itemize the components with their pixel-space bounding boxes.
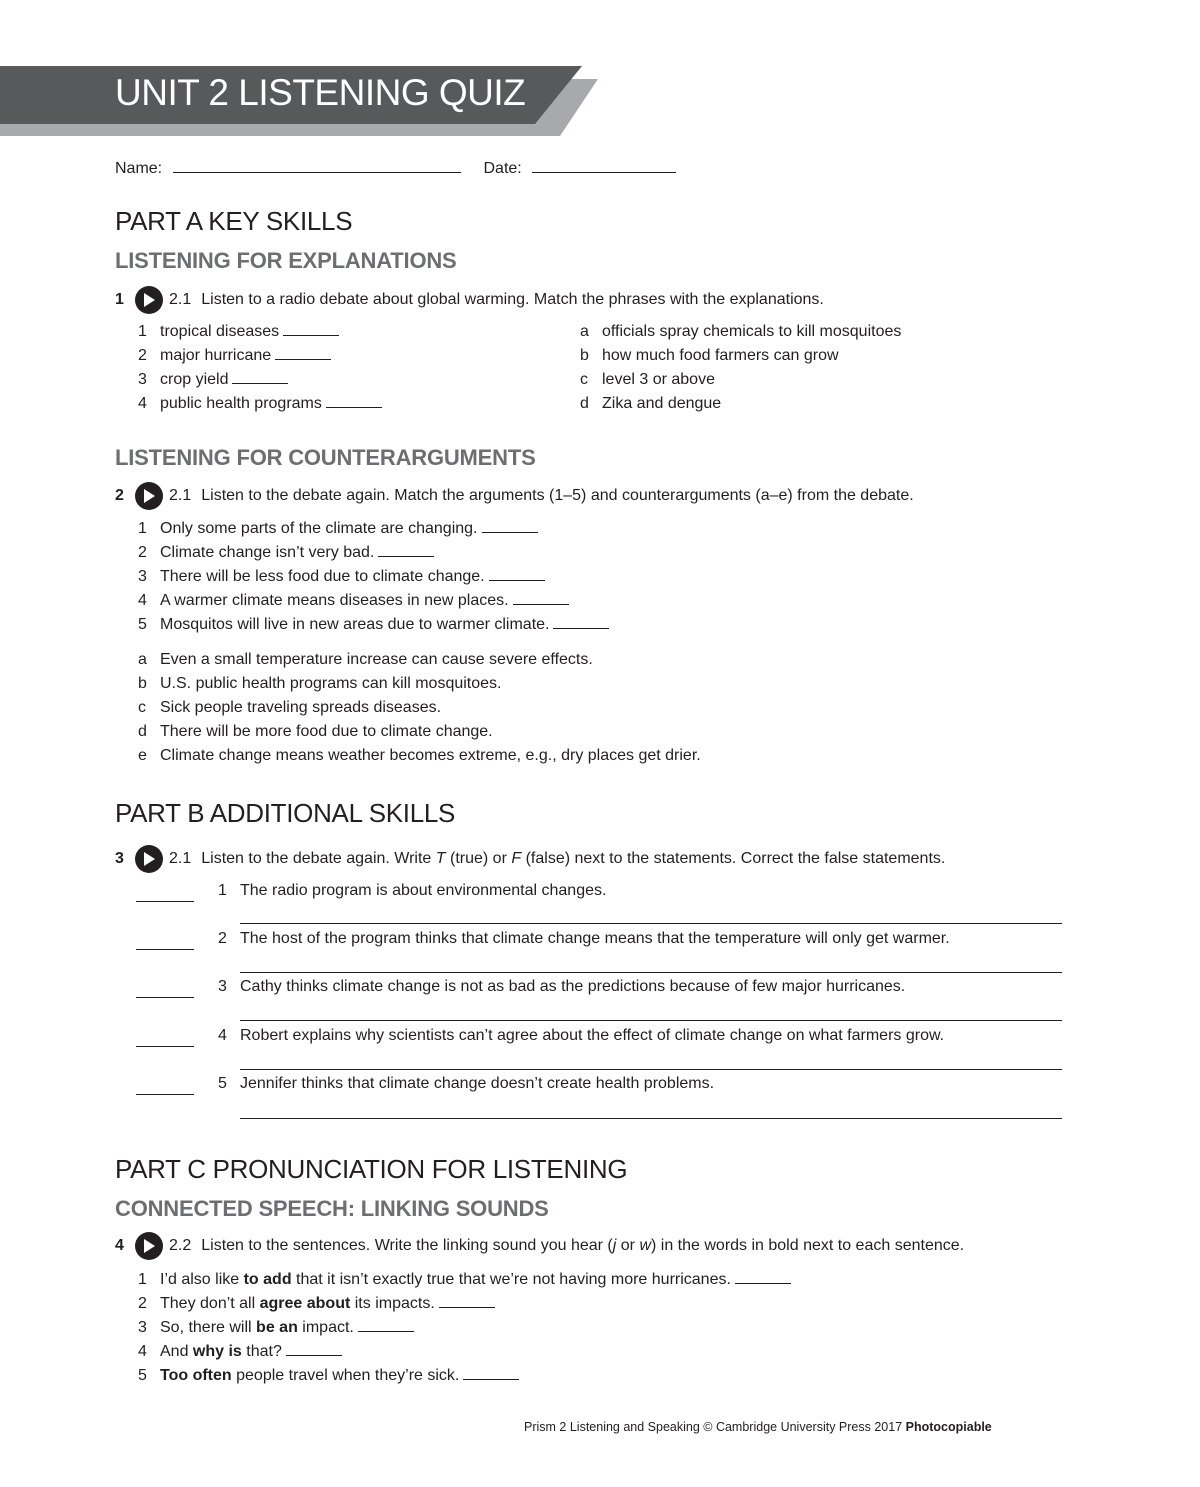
item-number: 5 (218, 1075, 227, 1092)
name-label: Name: (115, 160, 163, 177)
list-item: 1 tropical diseases (138, 320, 382, 344)
list-item: d There will be more food due to climate change. (138, 723, 493, 740)
section-heading-counterarguments: LISTENING FOR COUNTERARGUMENTS (115, 445, 536, 470)
item-number: 4 (218, 1027, 227, 1044)
photocopiable-label: Photocopiable (905, 1420, 992, 1434)
tf-answer-blank[interactable] (136, 997, 194, 998)
part-c-title: PART C PRONUNCIATION FOR LISTENING (115, 1154, 628, 1184)
list-item: e Climate change means weather becomes extreme, e.g., dry places get drier. (138, 747, 701, 764)
list-item: 2 They don’t all agree about its impacts. (138, 1292, 791, 1316)
correction-line[interactable] (240, 1118, 1062, 1119)
tf-answer-blank[interactable] (136, 901, 194, 902)
date-field[interactable] (532, 156, 676, 173)
play-circle-icon[interactable] (135, 845, 163, 873)
list-item: 2 major hurricane (138, 344, 382, 368)
answer-blank[interactable] (735, 1269, 791, 1284)
question-2-instruction (115, 482, 914, 510)
list-item: d Zika and dengue (580, 395, 722, 412)
list-item: 3 There will be less food due to climate change. (138, 565, 609, 589)
instruction-text: Listen to the debate again. Write T (true) or F (false) next to the statements. Correct the false statements. (201, 850, 946, 867)
list-item: 3 crop yield (138, 368, 382, 392)
answer-blank[interactable] (232, 369, 288, 384)
correction-line[interactable] (240, 1069, 1062, 1070)
correction-line[interactable] (240, 923, 1062, 924)
sentence-list (138, 1268, 791, 1388)
name-date-row (115, 156, 676, 178)
answer-blank[interactable] (513, 590, 569, 605)
statement-text: The radio program is about environmental changes. (240, 882, 607, 899)
list-item: 4 A warmer climate means diseases in new places. (138, 589, 609, 613)
list-item: b U.S. public health programs can kill mosquitoes. (138, 675, 502, 692)
list-item: 1 I’d also like to add that it isn’t exactly true that we’re not having more hurricanes. (138, 1268, 791, 1292)
page-title: UNIT 2 LISTENING QUIZ (115, 72, 526, 113)
list-item: 5 Too often people travel when they’re sick. (138, 1364, 791, 1388)
list-item: c level 3 or above (580, 371, 715, 388)
answer-blank[interactable] (326, 393, 382, 408)
answer-blank[interactable] (439, 1293, 495, 1308)
question-number: 3 (115, 850, 124, 867)
name-field[interactable] (173, 156, 461, 173)
question-1-instruction (115, 286, 824, 314)
list-item: 2 Climate change isn’t very bad. (138, 541, 609, 565)
list-item: 4 And why is that? (138, 1340, 791, 1364)
statement-text: The host of the program thinks that climate change means that the temperature will only get warmer. (240, 930, 950, 947)
question-number: 1 (115, 291, 124, 308)
list-item: c Sick people traveling spreads diseases. (138, 699, 442, 716)
answer-blank[interactable] (463, 1365, 519, 1380)
answer-blank[interactable] (489, 566, 545, 581)
instruction-text: Listen to the debate again. Match the arguments (1–5) and counterarguments (a–e) from the debate. (201, 487, 914, 504)
footer (524, 1420, 992, 1434)
tf-answer-blank[interactable] (136, 1094, 194, 1095)
argument-list (138, 517, 609, 637)
date-label: Date: (483, 160, 522, 177)
list-item: b how much food farmers can grow (580, 347, 839, 364)
title-banner (0, 66, 600, 136)
section-heading-explanations: LISTENING FOR EXPLANATIONS (115, 248, 457, 273)
answer-blank[interactable] (275, 345, 331, 360)
instruction-text: Listen to the sentences. Write the linking sound you hear (j or w) in the words in bold next to each sentence. (201, 1237, 965, 1254)
answer-blank[interactable] (378, 542, 434, 557)
question-4-instruction (115, 1232, 964, 1260)
phrase-list (138, 320, 382, 416)
statement-text: Cathy thinks climate change is not as bad as the predictions because of few major hurricanes. (240, 978, 906, 995)
audio-track-number: 2.1 (169, 291, 192, 308)
item-number: 1 (218, 882, 227, 899)
answer-blank[interactable] (286, 1341, 342, 1356)
tf-answer-blank[interactable] (136, 949, 194, 950)
item-number: 3 (218, 978, 227, 995)
question-number: 4 (115, 1237, 124, 1254)
part-b-title: PART B ADDITIONAL SKILLS (115, 798, 456, 828)
instruction-text: Listen to a radio debate about global warming. Match the phrases with the explanations. (201, 291, 824, 308)
question-number: 2 (115, 487, 124, 504)
answer-blank[interactable] (358, 1317, 414, 1332)
tf-answer-blank[interactable] (136, 1046, 194, 1047)
play-circle-icon[interactable] (135, 482, 163, 510)
item-number: 2 (218, 930, 227, 947)
list-item: 5 Mosquitos will live in new areas due to warmer climate. (138, 613, 609, 637)
audio-track-number: 2.1 (169, 487, 192, 504)
question-3-instruction (115, 845, 945, 873)
audio-track-number: 2.1 (169, 850, 192, 867)
statement-text: Robert explains why scientists can’t agree about the effect of climate change on what farmers grow. (240, 1027, 945, 1044)
play-circle-icon[interactable] (135, 286, 163, 314)
list-item: a Even a small temperature increase can cause severe effects. (138, 651, 593, 668)
list-item: a officials spray chemicals to kill mosquitoes (580, 323, 902, 340)
answer-blank[interactable] (482, 518, 538, 533)
list-item: 1 Only some parts of the climate are changing. (138, 517, 609, 541)
part-a-title: PART A KEY SKILLS (115, 206, 353, 236)
correction-line[interactable] (240, 972, 1062, 973)
audio-track-number: 2.2 (169, 1237, 192, 1254)
correction-line[interactable] (240, 1020, 1062, 1021)
copyright-text: Prism 2 Listening and Speaking © Cambridge University Press 2017 (524, 1420, 903, 1434)
list-item: 3 So, there will be an impact. (138, 1316, 791, 1340)
statement-text: Jennifer thinks that climate change doesn’t create health problems. (240, 1075, 715, 1092)
section-heading-linking: CONNECTED SPEECH: LINKING SOUNDS (115, 1196, 549, 1221)
counterargument-list (138, 648, 701, 768)
list-item: 4 public health programs (138, 392, 382, 416)
answer-blank[interactable] (553, 614, 609, 629)
explanation-list (580, 320, 901, 416)
answer-blank[interactable] (283, 321, 339, 336)
play-circle-icon[interactable] (135, 1232, 163, 1260)
